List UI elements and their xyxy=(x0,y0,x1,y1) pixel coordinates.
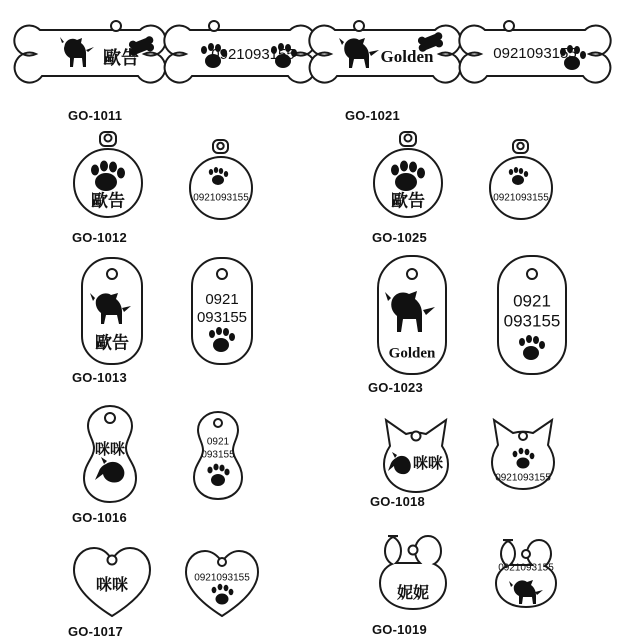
tag-caption-go-1023: GO-1023 xyxy=(368,380,423,395)
tag-back-text-go-1018: 0921093155 xyxy=(495,472,551,484)
tag-front-text-go-1018: 咪咪 xyxy=(412,454,444,472)
tag-back-go-1018[interactable] xyxy=(476,410,572,496)
tag-caption-go-1018: GO-1018 xyxy=(370,494,425,509)
tag-front-text-go-1011: 歐告 xyxy=(103,47,139,68)
tag-back-text-line1-go-1023: 0921 xyxy=(513,291,551,311)
tag-front-go-1017[interactable] xyxy=(62,538,162,624)
tag-back-go-1011[interactable] xyxy=(170,8,310,108)
tag-front-go-1012[interactable] xyxy=(58,128,158,228)
tag-front-go-1018[interactable] xyxy=(366,408,466,496)
tag-front-text-go-1013: 歐告 xyxy=(95,333,129,353)
tag-back-text-go-1011: 0921093155 xyxy=(211,45,295,63)
tag-front-go-1021[interactable] xyxy=(315,8,455,108)
tag-front-go-1025[interactable] xyxy=(358,128,458,228)
tag-front-text-go-1021: Golden xyxy=(380,46,434,66)
tag-back-go-1019[interactable] xyxy=(476,534,576,622)
tag-front-text-go-1012: 歐告 xyxy=(91,191,125,211)
tag-front-go-1019[interactable] xyxy=(358,528,468,622)
tag-back-text-line2-go-1016: 093155 xyxy=(201,449,235,461)
tag-caption-go-1013: GO-1013 xyxy=(72,370,127,385)
tag-front-go-1016[interactable] xyxy=(60,398,160,508)
tag-back-go-1023[interactable] xyxy=(478,250,588,382)
tag-back-text-go-1019: 0921093155 xyxy=(498,562,554,574)
tag-front-text-go-1025: 歐告 xyxy=(391,191,425,211)
tag-back-text-go-1025: 0921093155 xyxy=(493,192,549,204)
tag-back-go-1017[interactable] xyxy=(174,540,270,624)
tag-caption-go-1021: GO-1021 xyxy=(345,108,400,123)
tag-back-text-line2-go-1023: 093155 xyxy=(503,311,561,331)
tag-front-go-1013[interactable] xyxy=(62,252,162,372)
tag-back-go-1013[interactable] xyxy=(172,252,272,372)
tag-caption-go-1011: GO-1011 xyxy=(68,108,123,123)
tag-front-text-go-1016: 咪咪 xyxy=(94,440,126,458)
tag-caption-go-1025: GO-1025 xyxy=(372,230,427,245)
tag-back-text-line1-go-1016: 0921 xyxy=(206,436,230,448)
tag-back-text-line2-go-1013: 093155 xyxy=(196,308,248,326)
tag-back-go-1021[interactable] xyxy=(465,8,605,108)
tag-caption-go-1016: GO-1016 xyxy=(72,510,127,525)
tag-back-text-go-1021: 0921093155 xyxy=(493,44,577,62)
tag-back-text-go-1017: 0921093155 xyxy=(194,572,250,584)
tag-front-text-go-1023: Golden xyxy=(388,345,436,362)
tag-back-text-line1-go-1013: 0921 xyxy=(205,290,239,308)
tag-back-go-1016[interactable] xyxy=(172,406,264,508)
tag-caption-go-1017: GO-1017 xyxy=(68,624,123,639)
tag-back-go-1012[interactable] xyxy=(173,138,269,234)
tag-front-go-1023[interactable] xyxy=(358,250,468,382)
tag-back-text-go-1012: 0921093155 xyxy=(193,192,249,204)
tag-front-go-1011[interactable] xyxy=(20,8,160,108)
tag-caption-go-1012: GO-1012 xyxy=(72,230,127,245)
tag-back-go-1025[interactable] xyxy=(473,138,569,234)
tag-front-text-go-1017: 咪咪 xyxy=(95,577,129,595)
tag-caption-go-1019: GO-1019 xyxy=(372,622,427,637)
tag-front-text-go-1019: 妮妮 xyxy=(396,585,430,603)
